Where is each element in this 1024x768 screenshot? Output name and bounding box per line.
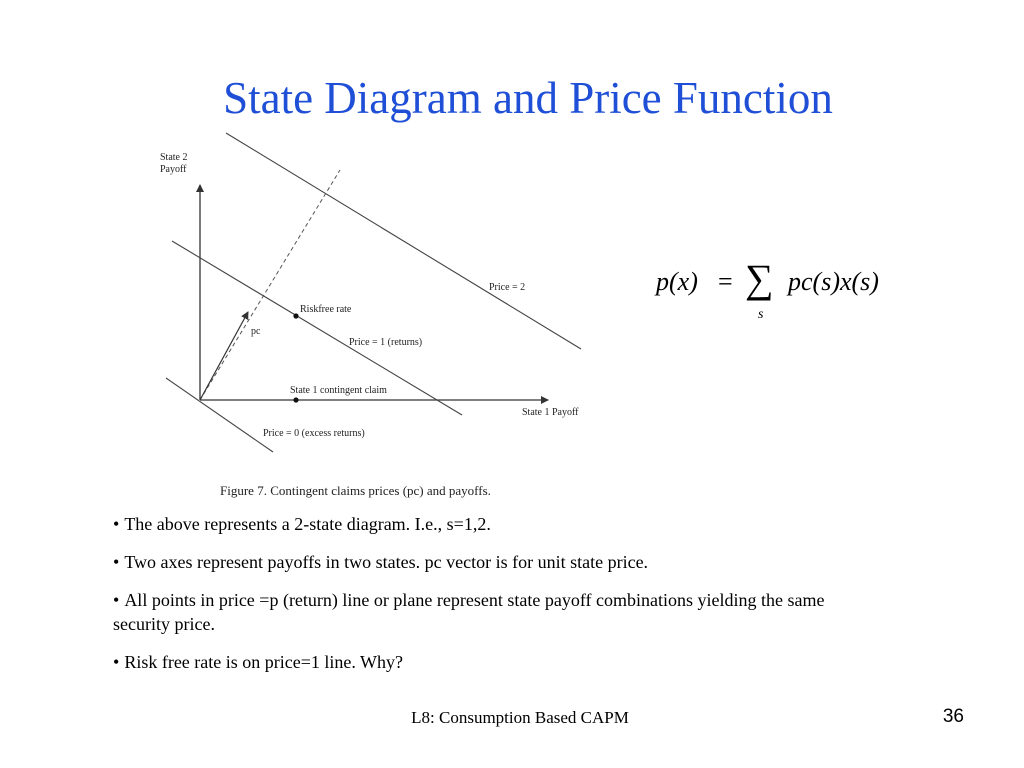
x-axis-label: State 1 Payoff (522, 407, 579, 418)
riskfree-point (293, 313, 298, 318)
formula-equals: = (718, 267, 733, 296)
formula-lhs: p(x) (656, 267, 698, 296)
slide-footer: L8: Consumption Based CAPM (411, 708, 629, 727)
bullet-text: All points in price =p (return) line or plane represent state payoff combinations yielding the same security price. (113, 590, 825, 634)
bullet-list (113, 512, 873, 688)
bullet-item (113, 512, 873, 536)
state-diagram-svg (140, 130, 610, 505)
bullet-text: Risk free rate is on price=1 line. Why? (124, 652, 404, 672)
page-number: 36 (942, 706, 964, 727)
bullet-item (113, 550, 873, 574)
riskfree-label: Riskfree rate (300, 304, 352, 315)
bullet-item (113, 588, 873, 636)
bullet-text: Two axes represent payoffs in two states. pc vector is for unit state price. (124, 552, 649, 572)
figure-caption: Figure 7. Contingent claims prices (pc) and payoffs. (220, 483, 491, 498)
bullet-dot: • (113, 590, 120, 610)
contingent-claim-label: State 1 contingent claim (290, 385, 387, 396)
y-axis-label-1: State 2 (160, 152, 188, 163)
bullet-dot: • (113, 514, 120, 534)
contingent-claim-point (293, 397, 298, 402)
formula-rhs: pc(s)x(s) (788, 267, 879, 296)
price2-line (226, 133, 581, 349)
bullet-text: The above represents a 2-state diagram. I.e., s=1,2. (124, 514, 491, 534)
sigma-symbol: ∑ (745, 256, 774, 301)
pc-vector (200, 312, 248, 400)
price0-label: Price = 0 (excess returns) (263, 428, 365, 439)
bullet-dot: • (113, 652, 120, 672)
slide-title: State Diagram and Price Function (223, 73, 833, 123)
price1-label: Price = 1 (returns) (349, 337, 423, 348)
sigma-subscript: s (758, 307, 764, 322)
price-function-formula (652, 255, 922, 335)
pc-label: pc (251, 326, 261, 337)
state-diagram-figure (140, 130, 610, 505)
bullet-dot: • (113, 552, 120, 572)
price2-label: Price = 2 (489, 282, 526, 293)
pc-dashed-line (200, 170, 340, 400)
bullet-item (113, 650, 873, 674)
y-axis-label-2: Payoff (160, 164, 187, 175)
price0-line (166, 378, 273, 452)
